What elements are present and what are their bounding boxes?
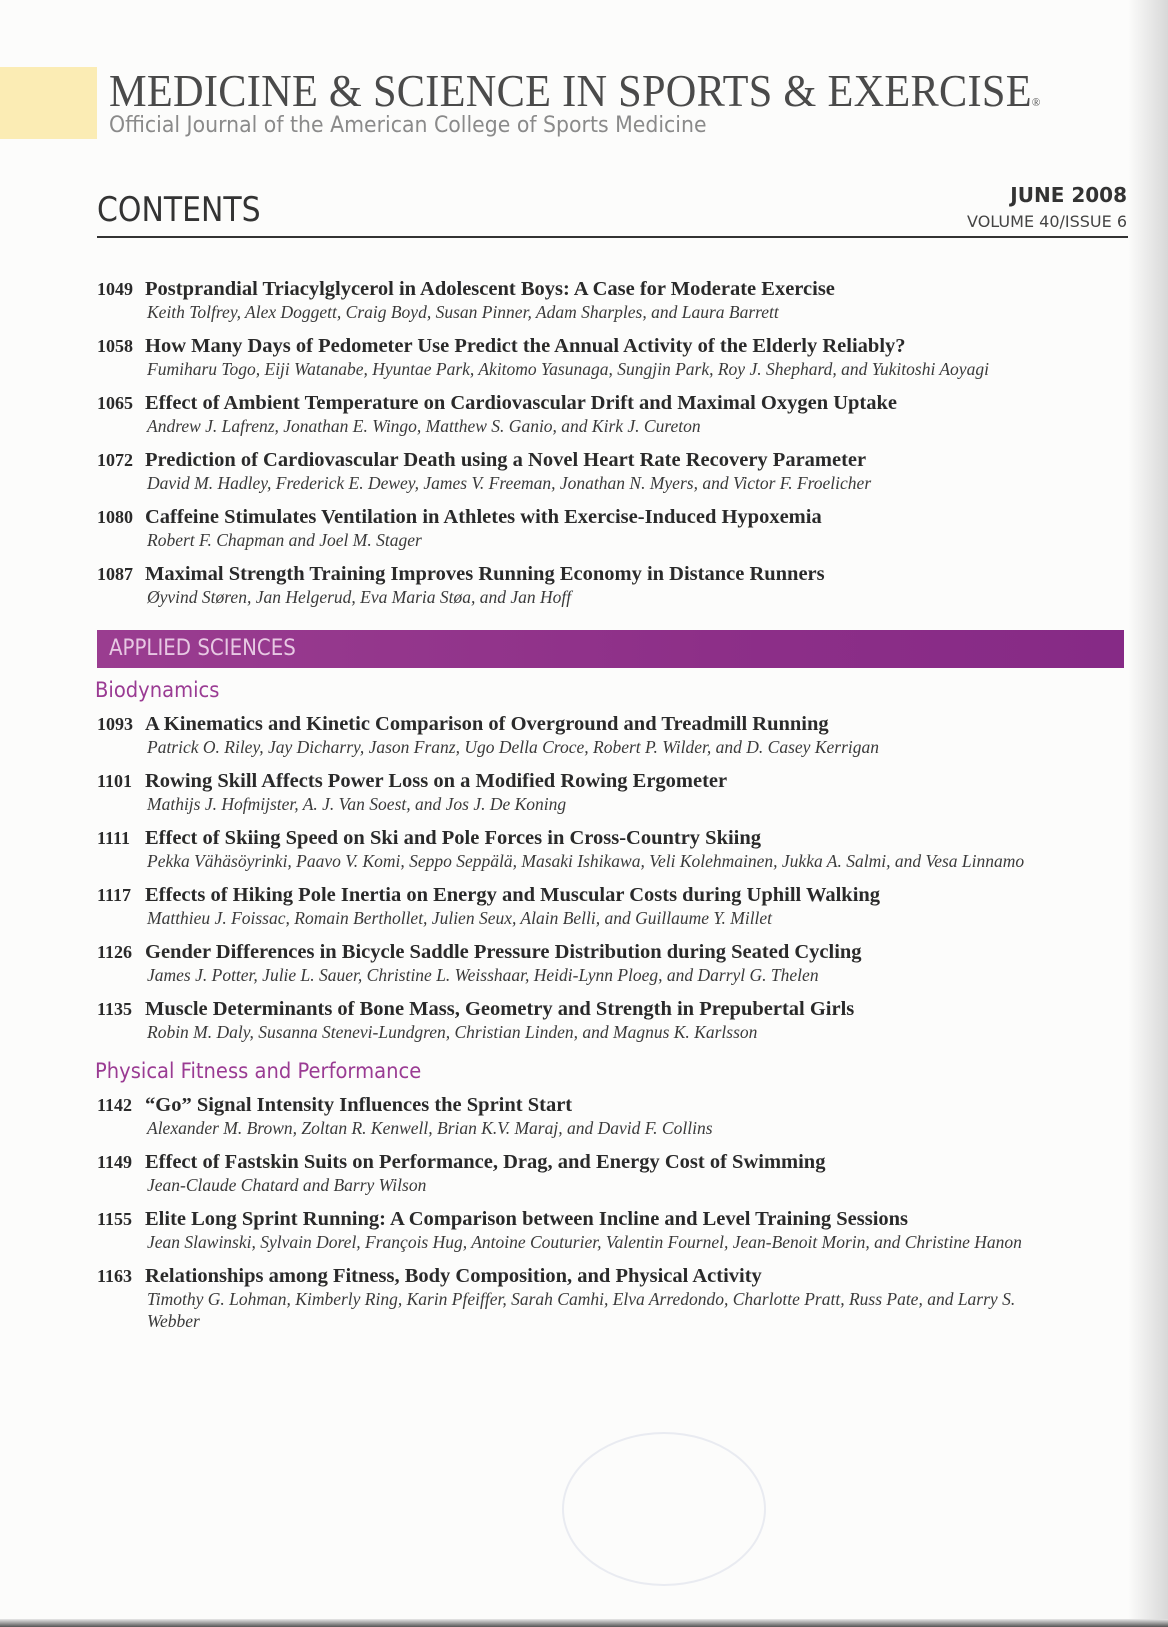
article-authors: Robert F. Chapman and Joel M. Stager <box>147 530 422 550</box>
article-title-line[interactable] <box>97 712 1137 736</box>
article-title-line[interactable] <box>97 391 1137 415</box>
article-entry[interactable] <box>97 940 1137 986</box>
article-authors: David M. Hadley, Frederick E. Dewey, James V. Freeman, Jonathan N. Myers, and Victor F. Froelicher <box>147 473 872 493</box>
page-number: 1087 <box>97 564 133 584</box>
article-title-line[interactable] <box>97 1093 1137 1117</box>
article-title[interactable]: Effects of Hiking Pole Inertia on Energy and Muscular Costs during Uphill Walking <box>145 884 881 906</box>
article-title-line[interactable] <box>97 448 1137 472</box>
article-title[interactable]: Effect of Ambient Temperature on Cardiovascular Drift and Maximal Oxygen Uptake <box>145 392 898 414</box>
article-title-line[interactable] <box>97 334 1137 358</box>
article-authors: Jean-Claude Chatard and Barry Wilson <box>147 1175 427 1195</box>
article-entry[interactable] <box>97 391 1137 437</box>
article-entry[interactable] <box>97 769 1137 815</box>
page-number: 1058 <box>97 336 133 356</box>
article-authors: Matthieu J. Foissac, Romain Berthollet, Julien Seux, Alain Belli, and Guillaume Y. Millet <box>147 908 773 928</box>
page-number: 1072 <box>97 450 133 470</box>
article-entry[interactable] <box>97 448 1137 494</box>
article-title-line[interactable] <box>97 562 1137 586</box>
page-number: 1126 <box>97 942 133 962</box>
article-title[interactable]: Rowing Skill Affects Power Loss on a Modified Rowing Ergometer <box>145 770 728 792</box>
issue-date: JUNE 2008 <box>1010 183 1127 207</box>
page-number: 1111 <box>97 828 131 848</box>
general-entries <box>97 277 1137 608</box>
page-number: 1093 <box>97 714 133 734</box>
page-number: 1135 <box>97 999 133 1019</box>
article-title[interactable]: Gender Differences in Bicycle Saddle Pressure Distribution during Seated Cycling <box>145 941 862 963</box>
page-number: 1155 <box>97 1209 133 1229</box>
page-number: 1080 <box>97 507 133 527</box>
journal-subtitle: Official Journal of the American College of Sports Medicine <box>109 113 707 138</box>
article-title-line[interactable] <box>97 277 1137 301</box>
page-number: 1101 <box>97 771 133 791</box>
article-title-line[interactable] <box>97 826 1137 850</box>
article-entry[interactable] <box>97 1264 1137 1332</box>
article-title[interactable]: Effect of Skiing Speed on Ski and Pole Forces in Cross-Country Skiing <box>145 827 762 849</box>
article-title[interactable]: Maximal Strength Training Improves Running Economy in Distance Runners <box>145 563 825 585</box>
page-number: 1117 <box>97 885 132 905</box>
article-entry[interactable] <box>97 997 1137 1043</box>
brand-color-block <box>0 67 97 139</box>
section-bar-applied-sciences <box>97 630 1124 668</box>
page-edge-shadow <box>1128 0 1168 1627</box>
table-of-contents <box>97 277 1137 1343</box>
article-title[interactable]: Caffeine Stimulates Ventilation in Athletes with Exercise-Induced Hypoxemia <box>145 506 822 528</box>
article-title-line[interactable] <box>97 1150 1137 1174</box>
library-stamp <box>562 1432 766 1586</box>
page-number: 1065 <box>97 393 133 413</box>
biodynamics-entries <box>97 712 1137 1043</box>
article-title[interactable]: Effect of Fastskin Suits on Performance, Drag, and Energy Cost of Swimming <box>145 1151 826 1173</box>
article-title[interactable]: “Go” Signal Intensity Influences the Sprint Start <box>145 1094 573 1116</box>
page-number: 1142 <box>97 1095 133 1115</box>
article-title[interactable]: Muscle Determinants of Bone Mass, Geometry and Strength in Prepubertal Girls <box>145 998 855 1020</box>
article-title[interactable]: A Kinematics and Kinetic Comparison of Overground and Treadmill Running <box>145 713 829 735</box>
article-authors: Pekka Vähäsöyrinki, Paavo V. Komi, Seppo Seppälä, Masaki Ishikawa, Veli Kolehmainen, Jukka A. Salmi, and Vesa Linnamo <box>147 851 1025 871</box>
article-entry[interactable] <box>97 277 1137 323</box>
article-authors: Andrew J. Lafrenz, Jonathan E. Wingo, Matthew S. Ganio, and Kirk J. Cureton <box>147 416 701 436</box>
volume-issue: VOLUME 40/ISSUE 6 <box>967 212 1127 231</box>
article-title[interactable]: How Many Days of Pedometer Use Predict the Annual Activity of the Elderly Reliably? <box>145 335 906 357</box>
page-number: 1149 <box>97 1152 133 1172</box>
article-title-line[interactable] <box>97 505 1137 529</box>
article-authors: Robin M. Daly, Susanna Stenevi-Lundgren, Christian Linden, and Magnus K. Karlsson <box>147 1022 758 1042</box>
article-authors: Fumiharu Togo, Eiji Watanabe, Hyuntae Park, Akitomo Yasunaga, Sungjin Park, Roy J. Shephard, and Yukitoshi Aoyagi <box>147 359 989 379</box>
article-title-line[interactable] <box>97 997 1137 1021</box>
article-title[interactable]: Prediction of Cardiovascular Death using a Novel Heart Rate Recovery Parameter <box>145 449 867 471</box>
article-authors: Mathijs J. Hofmijster, A. J. Van Soest, and Jos J. De Koning <box>147 794 567 814</box>
article-title[interactable]: Postprandial Triacylglycerol in Adolescent Boys: A Case for Moderate Exercise <box>145 278 835 300</box>
article-title[interactable]: Relationships among Fitness, Body Composition, and Physical Activity <box>145 1265 762 1287</box>
article-entry[interactable] <box>97 562 1137 608</box>
physical-fitness-entries <box>97 1093 1137 1332</box>
article-title-line[interactable] <box>97 769 1137 793</box>
article-entry[interactable] <box>97 1093 1137 1139</box>
article-authors: Timothy G. Lohman, Kimberly Ring, Karin Pfeiffer, Sarah Camhi, Elva Arredondo, Charlotte Pratt, Russ Pate, and Larry S. Webber <box>147 1289 1016 1331</box>
page-bottom-edge <box>0 1619 1168 1627</box>
header-divider <box>97 236 1128 238</box>
page-number: 1049 <box>97 279 133 299</box>
registered-mark: ® <box>1031 95 1041 109</box>
article-authors: James J. Potter, Julie L. Sauer, Christine L. Weisshaar, Heidi-Lynn Ploeg, and Darryl G. Thelen <box>147 965 819 985</box>
contents-heading: CONTENTS <box>97 190 261 230</box>
article-authors: Jean Slawinski, Sylvain Dorel, François Hug, Antoine Couturier, Valentin Fournel, Jean-Benoit Morin, and Christine Hanon <box>147 1232 1022 1252</box>
article-authors: Patrick O. Riley, Jay Dicharry, Jason Franz, Ugo Della Croce, Robert P. Wilder, and D. Casey Kerrigan <box>147 737 879 757</box>
subsection-physical-fitness: Physical Fitness and Performance <box>95 1059 422 1083</box>
article-entry[interactable] <box>97 1207 1137 1253</box>
article-title-line[interactable] <box>97 883 1137 907</box>
article-title-line[interactable] <box>97 940 1137 964</box>
article-authors: Alexander M. Brown, Zoltan R. Kenwell, Brian K.V. Maraj, and David F. Collins <box>147 1118 713 1138</box>
section-label: APPLIED SCIENCES <box>109 636 296 661</box>
page-number: 1163 <box>97 1266 133 1286</box>
article-title-line[interactable] <box>97 1264 1137 1288</box>
article-entry[interactable] <box>97 712 1137 758</box>
article-authors: Øyvind Støren, Jan Helgerud, Eva Maria Støa, and Jan Hoff <box>147 587 572 607</box>
article-title[interactable]: Elite Long Sprint Running: A Comparison between Incline and Level Training Sessions <box>145 1208 909 1230</box>
article-entry[interactable] <box>97 1150 1137 1196</box>
subsection-biodynamics: Biodynamics <box>95 678 220 702</box>
journal-title-text: MEDICINE & SCIENCE IN SPORTS & EXERCISE <box>109 65 1032 116</box>
article-entry[interactable] <box>97 883 1137 929</box>
article-authors: Keith Tolfrey, Alex Doggett, Craig Boyd, Susan Pinner, Adam Sharples, and Laura Barrett <box>147 302 779 322</box>
article-entry[interactable] <box>97 505 1137 551</box>
article-entry[interactable] <box>97 334 1137 380</box>
article-title-line[interactable] <box>97 1207 1137 1231</box>
article-entry[interactable] <box>97 826 1137 872</box>
